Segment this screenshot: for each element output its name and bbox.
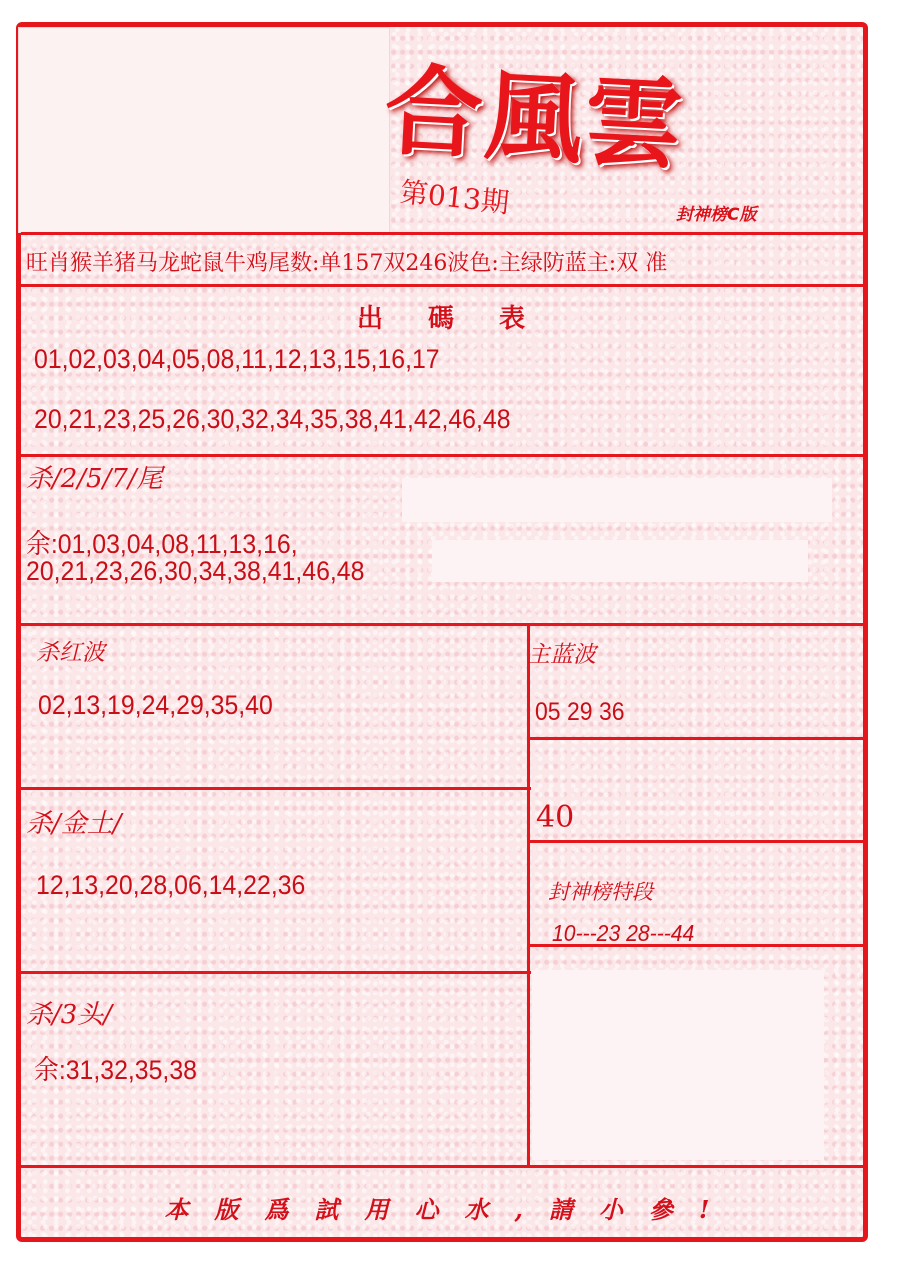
divider — [21, 971, 531, 974]
divider — [21, 232, 866, 235]
summary-line: 旺肖猴羊猪马龙蛇鼠牛鸡尾数:单157双246波色:主绿防蓝主:双 准 — [26, 251, 668, 276]
brand-title: 合風雲 — [381, 53, 688, 184]
kill-tail-label: 杀/2/5/7/尾 — [26, 464, 163, 494]
divider — [528, 840, 866, 843]
kill-red-label: 杀红波 — [36, 640, 105, 666]
divider — [527, 623, 530, 1167]
divider — [21, 454, 866, 457]
edition-label: 封神榜C版 — [676, 205, 757, 225]
issue-number: 第013期 — [398, 175, 511, 220]
special-segment-label: 封神榜特段 — [548, 880, 653, 904]
chart-row-1: 01,02,03,04,05,08,11,12,13,15,16,17 — [34, 344, 440, 374]
masked-area — [432, 540, 808, 582]
masked-area — [532, 970, 824, 1160]
kill-element-label: 杀/金土/ — [26, 809, 122, 839]
divider — [21, 623, 866, 626]
special-segment-ranges: 10---23 28---44 — [552, 920, 695, 946]
kill-tail-line-2: 20,21,23,26,30,34,38,41,46,48 — [26, 556, 365, 586]
divider — [21, 787, 531, 790]
kill-head-numbers: 余:31,32,35,38 — [34, 1055, 197, 1085]
masked-area — [402, 478, 832, 522]
logo-area — [18, 27, 390, 233]
main-blue-numbers: 05 29 36 — [535, 698, 625, 726]
single-number: 40 — [536, 800, 575, 835]
kill-tail-line-1: 余:01,03,04,08,11,13,16, — [26, 529, 298, 559]
chart-row-2: 20,21,23,25,26,30,32,34,35,38,41,42,46,48 — [34, 404, 511, 434]
divider — [528, 737, 866, 740]
main-blue-label: 主蓝波 — [527, 642, 596, 668]
footer-note: 本版爲試用心水,請小參! — [164, 1195, 736, 1224]
chart-title: 出 碼 表 — [356, 304, 544, 334]
kill-red-numbers: 02,13,19,24,29,35,40 — [38, 690, 273, 720]
divider — [21, 1165, 866, 1168]
kill-head-label: 杀/3头/ — [26, 1000, 113, 1030]
kill-element-numbers: 12,13,20,28,06,14,22,36 — [36, 870, 306, 900]
divider — [21, 284, 866, 287]
